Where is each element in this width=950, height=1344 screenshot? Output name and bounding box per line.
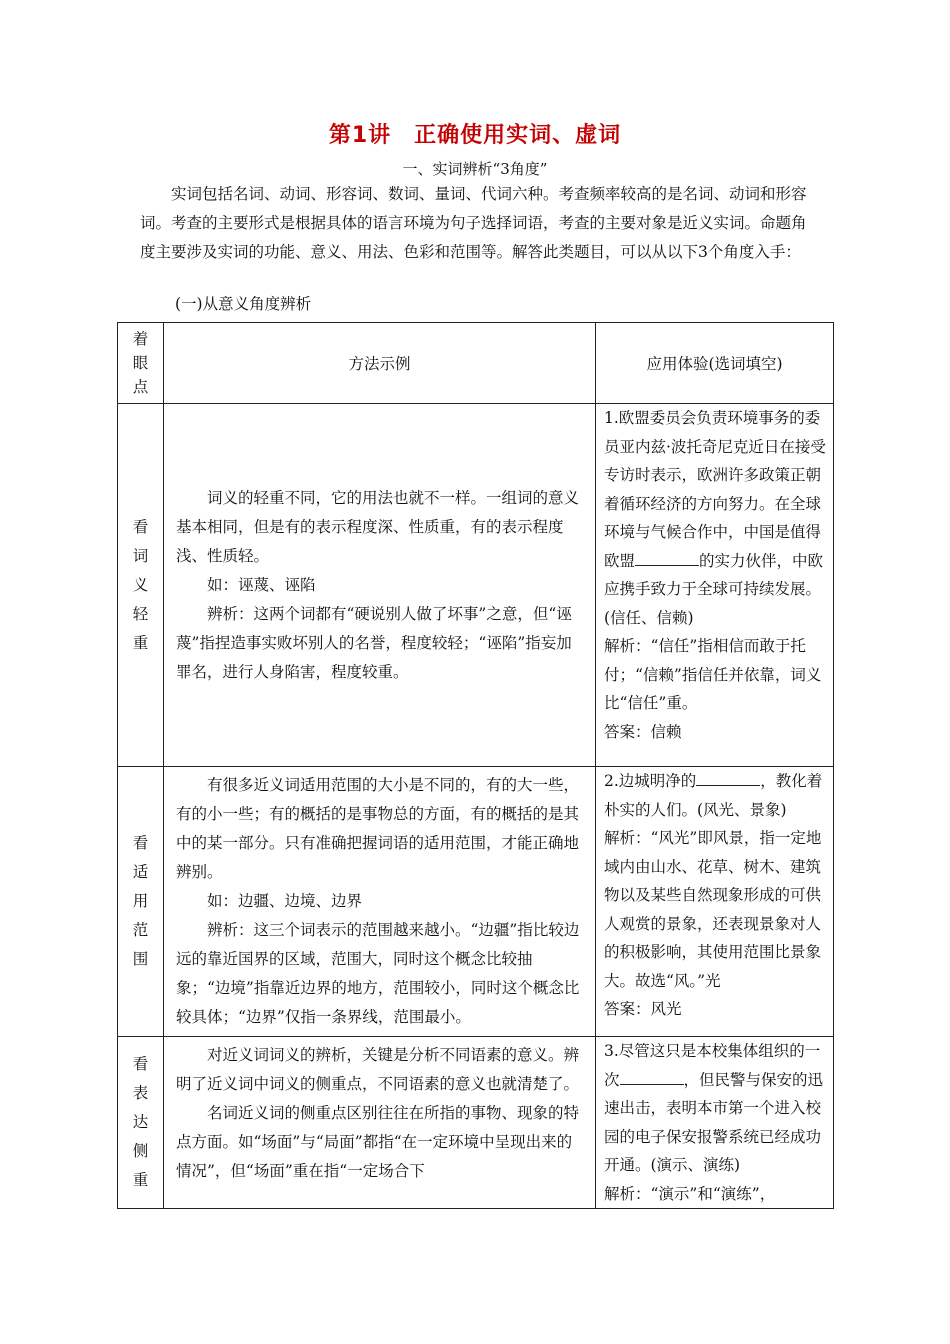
method-paragraph: 名词近义词的侧重点区别往往在所指的事物、现象的特点方面。如“场面”与“局面”都指“在一定环境中呈现出来的情况”，但“场面”重在指“一定场合下 [176, 1104, 580, 1180]
focus-text: 看 适 用 范 围 [132, 834, 149, 968]
subsection-label: (一)从意义角度辨析 [175, 295, 312, 313]
method-cell [164, 767, 596, 1037]
answer-blank [635, 549, 699, 566]
exercise-text-after: 的实力伙伴，中欧应携手致力于全球可持续发展。(信任、信赖) [604, 551, 824, 627]
exercise-answer: 答案：信赖 [604, 722, 682, 741]
header-focus [118, 323, 164, 404]
exercise-text [604, 1037, 827, 1180]
exercise-text [604, 767, 827, 824]
focus-cell [118, 767, 164, 1037]
table-header-row [118, 323, 834, 404]
method-cell [164, 1037, 596, 1209]
method-example: 如：诬蔑、诬陷 [207, 575, 316, 594]
answer-blank [620, 1068, 684, 1085]
section-subtitle: 一、实词辨析“3角度” [402, 160, 548, 178]
method-cell [164, 404, 596, 767]
apply-cell [596, 767, 834, 1037]
header-apply: 应用体验(选词填空) [596, 323, 834, 404]
exercise-text-before: 1.欧盟委员会负责环境事务的委员亚内兹·波托奇尼克近日在接受专访时表示，欧洲许多政策正朝着循环经济的方向努力。在全球环境与气候合作中，中国是值得欧盟 [604, 409, 826, 570]
answer-blank [696, 769, 760, 786]
exercise-text-before: 2.边城明净的 [604, 772, 697, 790]
method-analysis: 辨析：这三个词表示的范围越来越小。“边疆”指比较边远的靠近国界的区域，范围大，同时这个概念比较抽象；“边境”指靠近边界的地方，范围较小，同时这个概念比较具体；“边界”仅指一条界线，范围最小。 [176, 921, 580, 1026]
exercise-text-after: ，但民警与保安的迅速出击，表明本市第一个进入校园的电子保安报警系统已经成功开通。(演示、演练) [604, 1070, 824, 1174]
method-paragraph: 有很多近义词适用范围的大小是不同的，有的大一些，有的小一些；有的概括的是事物总的方面，有的概括的是其中的某一部分。只有准确把握词语的适用范围，才能正确地辨别。 [176, 776, 580, 881]
method-paragraph: 对近义词词义的辨析，关键是分析不同语素的意义。辨明了近义词中词义的侧重点，不同语素的意义也就清楚了。 [176, 1046, 580, 1093]
method-analysis: 辨析：这两个词都有“硬说别人做了坏事”之意，但“诬蔑”指捏造事实败坏别人的名誉，程度较轻；“诬陷”指妄加罪名，进行人身陷害，程度较重。 [176, 604, 572, 681]
method-paragraph: 词义的轻重不同，它的用法也就不一样。一组词的意义基本相同，但是有的表示程度深、性质重，有的表示程度浅、性质轻。 [176, 488, 580, 565]
exercise-analysis: 解析：“信任”指相信而敢于托付；“信赖”指信任并依靠，词义比“信任”重。 [604, 637, 822, 712]
header-method: 方法示例 [164, 323, 596, 404]
header-focus-text: 着 眼 点 [132, 330, 149, 396]
focus-text: 看 词 义 轻 重 [132, 517, 149, 652]
word-analysis-table [117, 322, 834, 1209]
table-row [118, 767, 834, 1037]
apply-cell [596, 404, 834, 767]
lesson-title: 第1讲 正确使用实词、虚词 [328, 123, 622, 148]
method-example: 如：边疆、边境、边界 [207, 892, 363, 910]
exercise-text-after: ，教化着朴实的人们。(风光、景象) [604, 772, 823, 819]
table-row [118, 1037, 834, 1209]
intro-paragraph: 实词包括名词、动词、形容词、数词、量词、代词六种。考查频率较高的是名词、动词和形容词。考查的主要形式是根据具体的语言环境为句子选择词语，考查的主要对象是近义实词。命题角度主要涉及实词的功能、意义、用法、色彩和范围等。解答此类题目，可以从以下3个角度入手： [140, 185, 807, 261]
exercise-text [604, 404, 827, 632]
apply-cell [596, 1037, 834, 1209]
exercise-answer: 答案：风光 [604, 1000, 682, 1018]
exercise-text-before: 3.尽管这只是本校集体组织的一次 [604, 1042, 821, 1089]
focus-cell [118, 404, 164, 767]
focus-text: 看 表 达 侧 重 [132, 1055, 149, 1189]
exercise-analysis: 解析：“演示”和“演练”， [604, 1184, 776, 1203]
focus-cell [118, 1037, 164, 1209]
table-row [118, 404, 834, 767]
exercise-analysis: 解析：“风光”即风景，指一定地域内由山水、花草、树木、建筑物以及某些自然现象形成的可供人观赏的景象，还表现景象对人的积极影响，其使用范围比景象大。故选“风。”光 [604, 829, 822, 990]
